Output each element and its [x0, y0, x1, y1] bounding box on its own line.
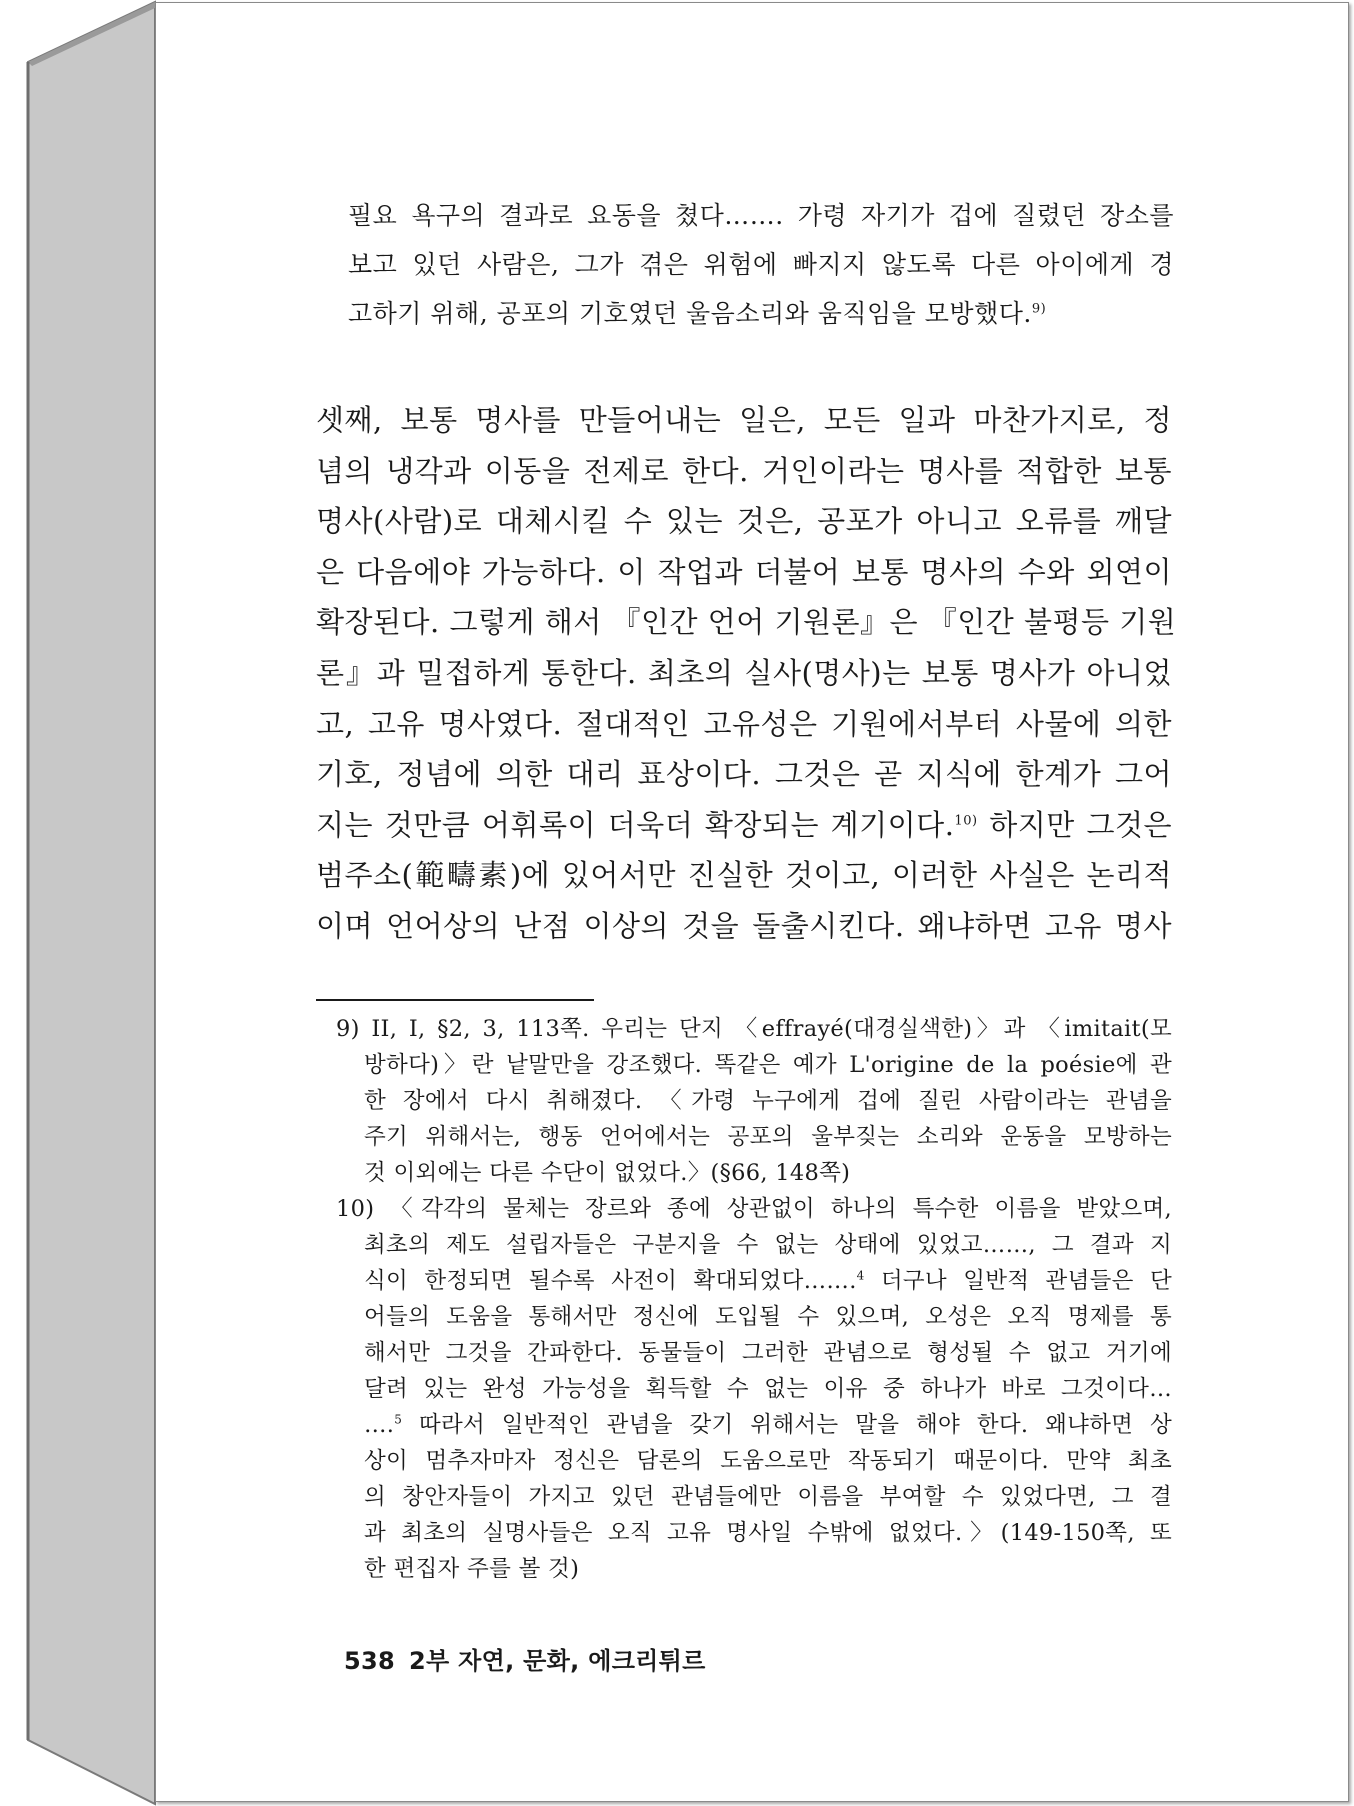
footnote-line	[336, 1263, 1172, 1299]
body-line: 범주소(範疇素)에 있어서만 진실한 것이고, 이러한 사실은 논리적	[316, 858, 1172, 893]
body-line: 명사(사람)로 대체시킬 수 있는 것은, 공포가 아니고 오류를 깨달	[316, 504, 1172, 539]
block-quote	[348, 191, 1174, 338]
page-number: 538	[344, 1647, 395, 1675]
body-line: 은 다음에야 가능하다. 이 작업과 더불어 보통 명사의 수와 외연이	[316, 554, 1172, 589]
footnote-10	[336, 1191, 1172, 1587]
running-head: 2부 자연, 문화, 에크리튀르	[409, 1647, 706, 1675]
footnote-line: 것 이외에는 다른 수단이 없었다.〉(§66, 148쪽)	[364, 1160, 851, 1186]
footnote-line	[336, 1407, 1172, 1443]
body-line-text: 하지만 그것은	[977, 807, 1172, 842]
body-line: 셋째, 보통 명사를 만들어내는 일은, 모든 일과 마찬가지로, 정	[316, 403, 1172, 437]
footnotes	[336, 1011, 1172, 1587]
footnote-line-text: 따라서 일반적인 관념을 갖기 위해서는 말을 해야 한다. 왜냐하면 상	[402, 1412, 1172, 1438]
footnote-line: 해서만 그것을 간파한다. 동물들이 그러한 관념으로 형성될 수 없고 거기에	[364, 1340, 1172, 1366]
footnote-line: 한 장에서 다시 취해졌다. 〈가령 누구에게 겁에 질린 사람이라는 관념을	[364, 1088, 1172, 1114]
footnote-line: 의 창안자들이 가지고 있던 관념들에만 이름을 부여할 수 있었다면, 그 결	[364, 1484, 1172, 1510]
footnote-line-text: 더구나 일반적 관념들은 단	[864, 1268, 1172, 1294]
body-line: 고, 고유 명사였다. 절대적인 고유성은 기원에서부터 사물에 의한	[316, 706, 1172, 741]
footnote-ref-10[interactable]: 10)	[954, 813, 978, 829]
body-line-text: 지는 것만큼 어휘록이 더욱더 확장되는 계기이다.	[316, 807, 955, 842]
quote-line-text: 고하기 위해, 공포의 기호였던 울음소리와 움직임을 모방했다.	[348, 299, 1032, 328]
footnote-line: 상이 멈추자마자 정신은 담론의 도움으로만 작동되기 때문이다. 만약 최초	[364, 1448, 1172, 1474]
body-line: 확장된다. 그렇게 해서 『인간 언어 기원론』은 『인간 불평등 기원	[316, 605, 1177, 640]
footnote-line: 최초의 제도 설립자들은 구분지을 수 없는 상태에 있었고……, 그 결과 지	[364, 1232, 1172, 1258]
body-paragraph	[316, 395, 1177, 952]
page-footer	[344, 1641, 706, 1676]
body-line: 념의 냉각과 이동을 전제로 한다. 거인이라는 명사를 적합한 보통	[316, 453, 1172, 488]
quote-line	[348, 289, 1174, 338]
footnote-divider	[316, 999, 594, 1001]
book-spine-graphic	[0, 0, 160, 1806]
footnote-line-text: ….	[364, 1412, 395, 1438]
footnote-line-text: 식이 한정되면 될수록 사전이 확대되었다…….	[364, 1268, 857, 1294]
footnote-line: 주기 위해서는, 행동 언어에서는 공포의 울부짖는 소리와 운동을 모방하는	[364, 1124, 1172, 1150]
footnote-line: 과 최초의 실명사들은 오직 고유 명사일 수밖에 없었다.〉(149-150쪽, 또	[364, 1520, 1172, 1546]
spine-face	[28, 2, 155, 1804]
body-line: 이며 언어상의 난점 이상의 것을 돌출시킨다. 왜냐하면 고유 명사	[316, 908, 1172, 943]
footnote-line: 한 편집자 주를 볼 것)	[364, 1556, 580, 1582]
body-line: 론』과 밀접하게 통한다. 최초의 실사(명사)는 보통 명사가 아니었	[316, 655, 1172, 690]
footnote-line: 9) II, I, §2, 3, 113쪽. 우리는 단지 〈effrayé(대경실색한)〉과 〈imitait(모	[336, 1016, 1172, 1042]
footnote-ref-4[interactable]: 4	[856, 1268, 865, 1283]
footnote-line: 10) 〈각각의 물체는 장르와 종에 상관없이 하나의 특수한 이름을 받았으며,	[336, 1196, 1172, 1222]
footnote-ref-9[interactable]: 9)	[1031, 301, 1047, 317]
footnote-ref-5[interactable]: 5	[394, 1412, 403, 1427]
footnote-line: 달려 있는 완성 가능성을 획득할 수 없는 이유 중 하나가 바로 그것이다…	[364, 1376, 1172, 1402]
footnote-line: 방하다)〉란 낱말만을 강조했다. 똑같은 예가 L'origine de la poésie에 관	[364, 1052, 1172, 1078]
quote-line: 보고 있던 사람은, 그가 겪은 위험에 빠지지 않도록 다른 아이에게 경	[348, 250, 1174, 279]
body-line: 기호, 정념에 의한 대리 표상이다. 그것은 곧 지식에 한계가 그어	[316, 757, 1172, 792]
body-line	[316, 800, 1172, 851]
footnote-line: 어들의 도움을 통해서만 정신에 도입될 수 있으며, 오성은 오직 명제를 통	[364, 1304, 1172, 1330]
quote-line: 필요 욕구의 결과로 요동을 쳤다……. 가령 자기가 겁에 질렸던 장소를	[348, 201, 1174, 230]
footnote-9	[336, 1011, 1172, 1191]
